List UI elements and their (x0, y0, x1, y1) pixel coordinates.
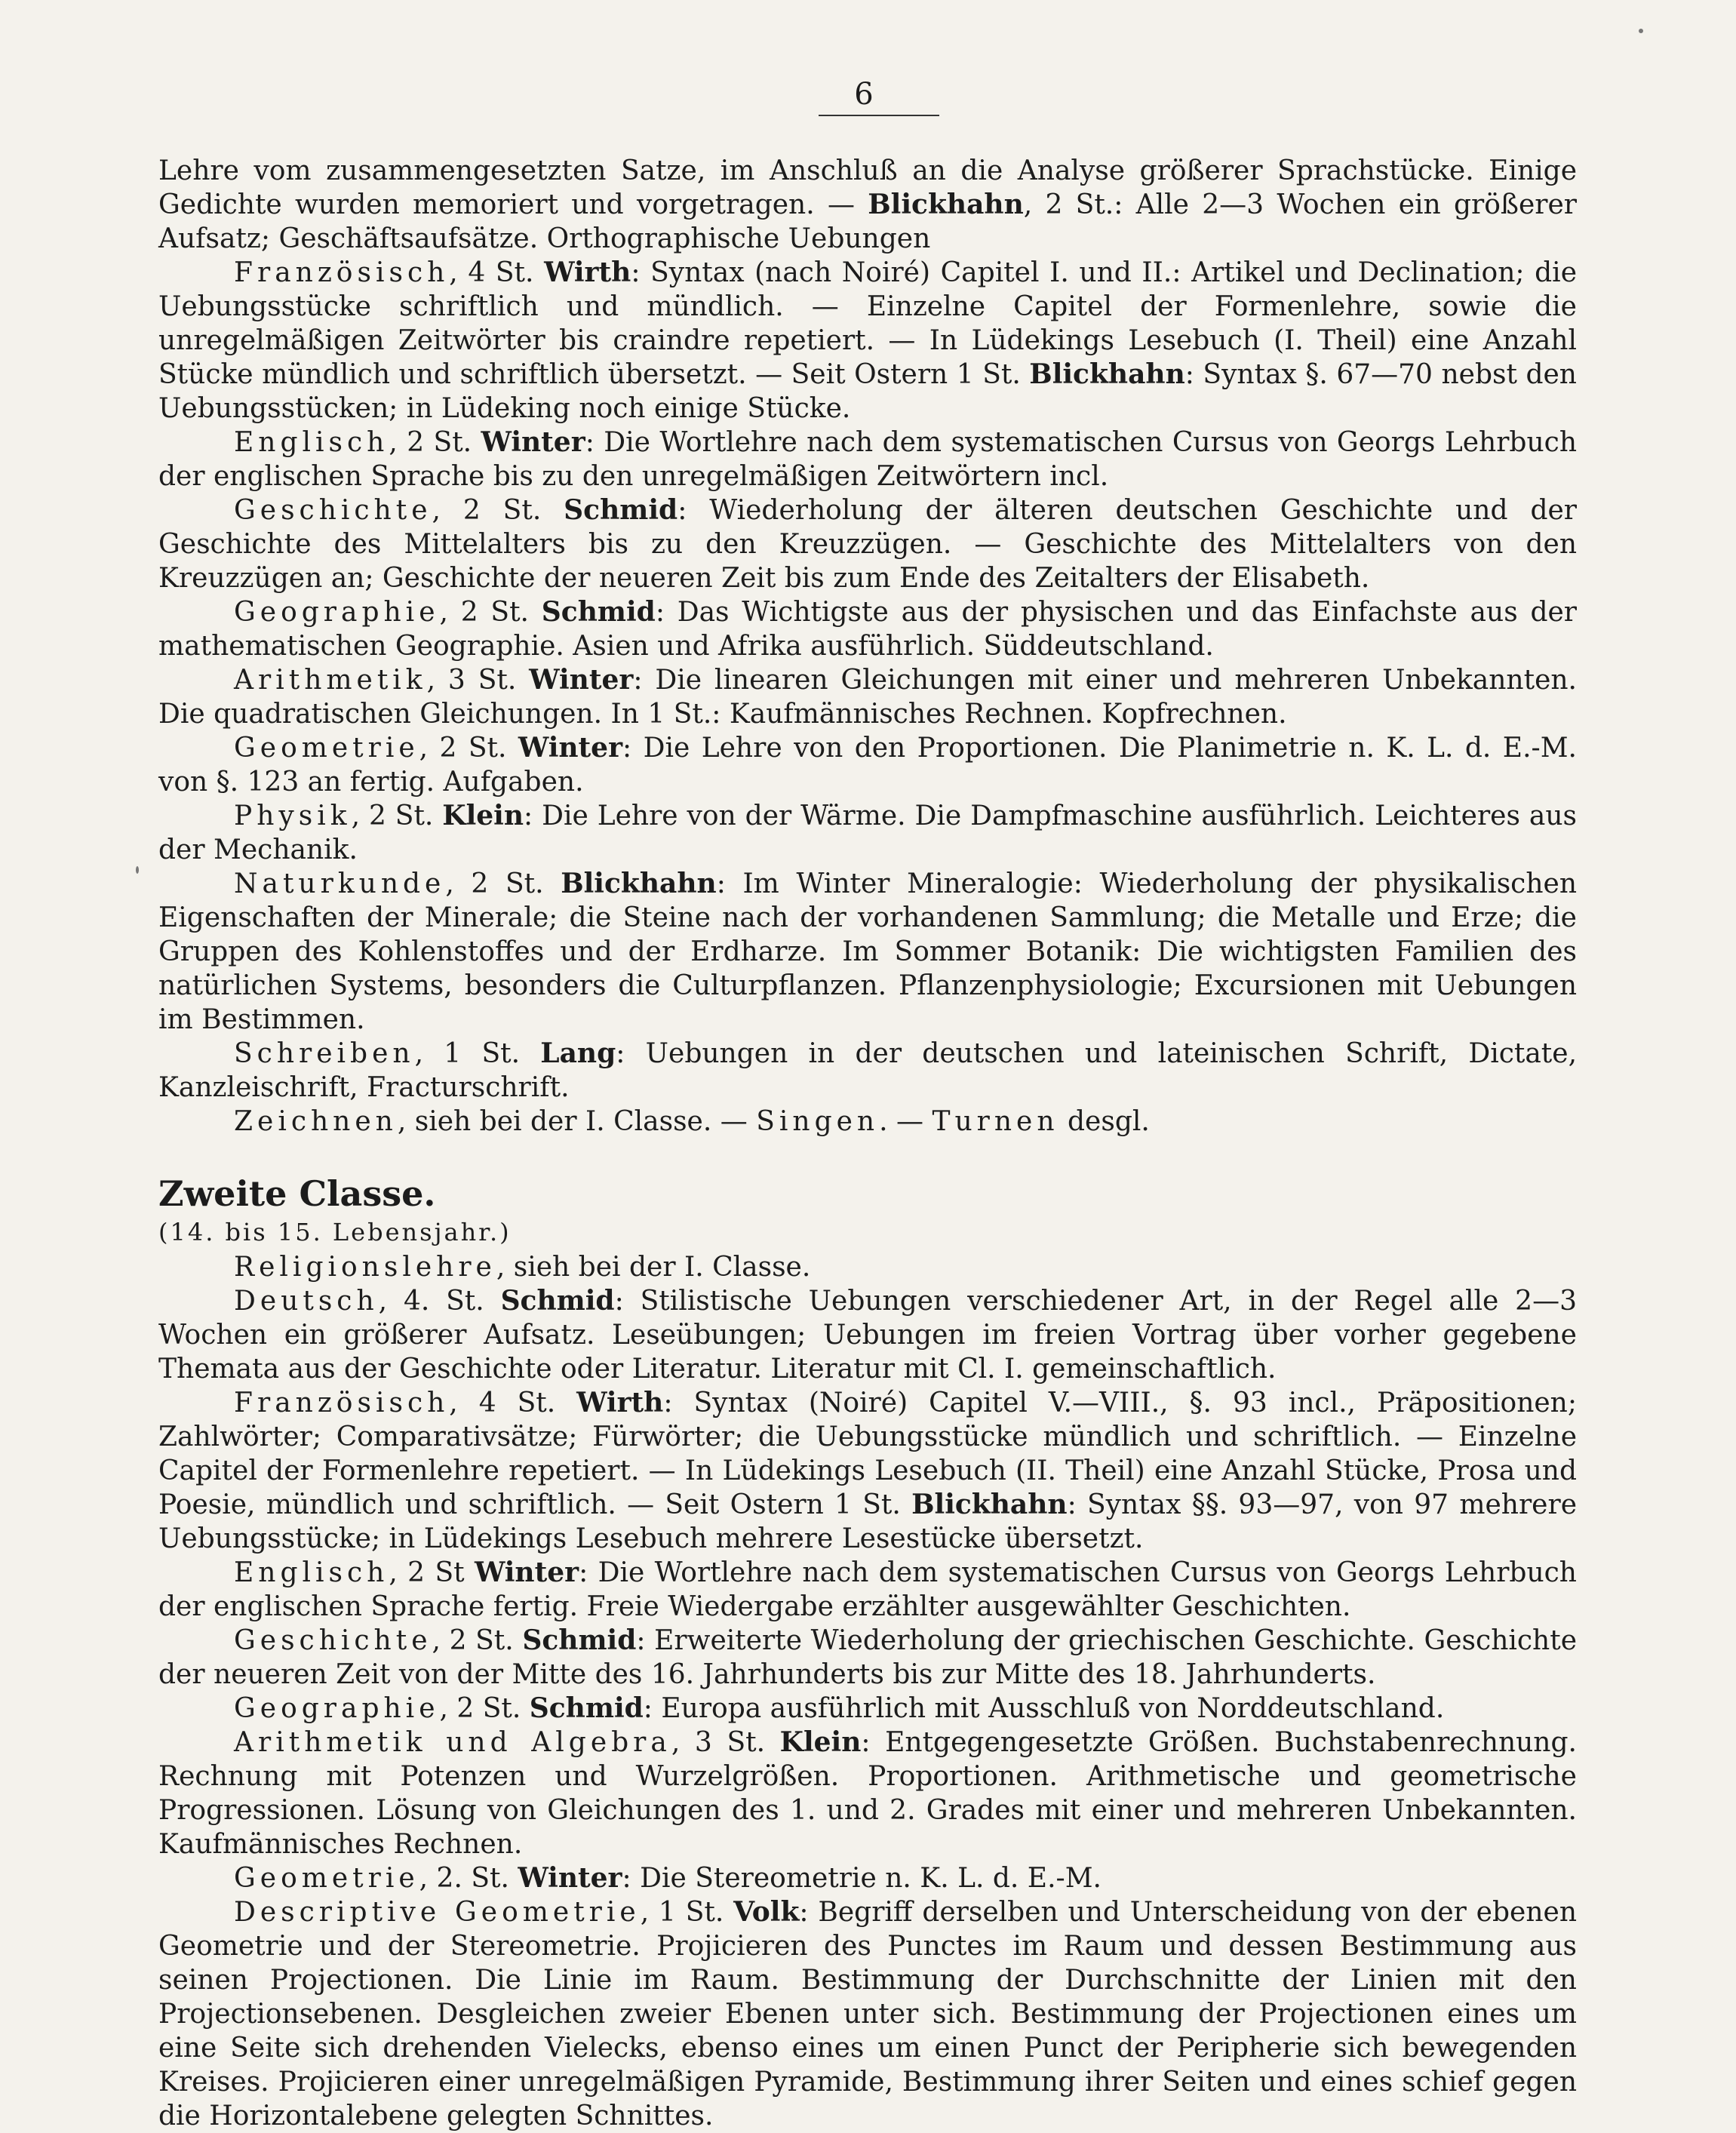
teacher-name: Winter (481, 426, 585, 458)
text-run: : Syntax (nach Noiré) Capitel I. und II.: Artikel und Declination; die Uebungsstücke schriftlich und mündlich. — Einzelne Capitel der Formenlehre, sowie die unregelmäßigen Zeitwörter bis craindre repetiert. — In Lüdekings Lesebuch (I. Theil) eine Anzahl Stücke mündlich und schriftlich übersetzt. — Seit Ostern 1 St. (158, 257, 1577, 390)
section-title: Zweite Classe. (158, 1173, 436, 1214)
teacher-name: Winter (518, 1862, 622, 1894)
subject-name: Schreiben (234, 1038, 415, 1069)
teacher-name: Blickhahn (561, 868, 717, 899)
text-run: , sieh bei der I. Classe. — (397, 1106, 757, 1137)
teacher-name: Lang (540, 1037, 616, 1069)
text-run: , 4 St. (449, 1388, 577, 1418)
text-run: : Die Wortlehre nach dem systematischen Cursus von Georgs Lehrbuch der englischen Sprache bis zu den unregelmäßigen Zeitwörtern incl. (158, 427, 1577, 492)
paragraph (158, 1895, 1577, 2133)
subject-name: Descriptive Geometrie (234, 1897, 641, 1928)
text-run: : Wiederholung der älteren deutschen Geschichte und der Geschichte des Mittelalters bis zu den Kreuzzügen. — Geschichte des Mittelalters von den Kreuzzügen an; Geschichte der neueren Zeit bis zum Ende des Zeitalters der Elisabeth. (158, 495, 1577, 594)
text-run: desgl. (1058, 1106, 1150, 1137)
subject-name: Französisch (234, 1388, 450, 1418)
text-run: , 1 St. (640, 1897, 734, 1928)
text-run: : Die linearen Gleichungen mit einer und mehreren Unbekannten. Die quadratischen Gleichungen. In 1 St.: Kaufmännisches Rechnen. Kopfrechnen. (158, 665, 1578, 730)
subject-name: Physik (234, 801, 352, 831)
subject-name: Geometrie (234, 1863, 419, 1894)
paragraph (158, 731, 1577, 799)
paragraph (158, 1692, 1577, 1726)
subject-name: Geometrie (234, 733, 419, 764)
text-run: : Erweiterte Wiederholung der griechischen Geschichte. Geschichte der neueren Zeit von der Mitte des 16. Jahrhunderts bis zur Mitte des 18. Jahrhunderts. (158, 1625, 1578, 1690)
subject-name: Zeichnen (234, 1106, 398, 1137)
text-run: , 2. St. (419, 1863, 518, 1894)
subject-name: Turnen (932, 1106, 1059, 1137)
text-run: : Das Wichtigste aus der physischen und das Einfachste aus der mathematischen Geographie. Asien und Afrika ausführlich. Süddeutschland. (158, 597, 1578, 662)
paragraph (158, 1386, 1577, 1556)
subject-name: Englisch (234, 1557, 389, 1588)
text-run: Lehre vom zusammengesetzten Satze, im Anschluß an die Analyse größerer Sprachstücke. Einige Gedichte wurden memoriert und vorgetragen. — (158, 155, 1577, 220)
teacher-name: Wirth (544, 257, 631, 288)
paragraph (158, 1726, 1577, 1861)
text-run: , 2 St (389, 1557, 475, 1588)
paragraph (158, 256, 1577, 426)
text-run: , 2 St. (432, 1625, 523, 1656)
text-run: : Die Wortlehre nach dem systematischen Cursus von Georgs Lehrbuch der englischen Sprache fertig. Freie Wiedergabe erzählter ausgewählter Geschichten. (158, 1557, 1577, 1622)
subject-name: Geographie (234, 597, 440, 628)
paragraph (158, 154, 1577, 256)
paragraph (158, 1284, 1577, 1386)
paragraph (158, 799, 1577, 867)
subject-name: Geschichte (234, 1625, 432, 1656)
paragraph (158, 1105, 1577, 1139)
subject-name: Englisch (234, 427, 389, 458)
text-run: , 4 St. (449, 257, 545, 288)
text-run: : Syntax §§. 93—97, von 97 mehrere Uebungsstücke; in Lüdekings Lesebuch mehrere Lesestücke übersetzt. (158, 1489, 1577, 1554)
text-run: , 2 St. (419, 733, 518, 764)
teacher-name: Blickhahn (911, 1489, 1068, 1520)
text-run: , sieh bei der I. Classe. (496, 1252, 811, 1283)
text-run: : Die Lehre von den Proportionen. Die Planimetrie n. K. L. d. E.-M. von §. 123 an fertig. Aufgaben. (158, 733, 1578, 798)
paper-speck (1639, 29, 1643, 33)
page-number-rule (819, 115, 939, 116)
text-run: , 2 St. (439, 1693, 530, 1724)
text-run: , 1 St. (414, 1038, 541, 1069)
teacher-name: Winter (529, 664, 634, 696)
teacher-name: Klein (779, 1726, 862, 1758)
paragraph (158, 1624, 1577, 1692)
subject-name: Arithmetik (234, 665, 427, 696)
paragraph (158, 426, 1577, 493)
text-run: : Begriff derselben und Unterscheidung von der ebenen Geometrie und der Stereometrie. Projicieren des Punctes im Raum und dessen Bestimmung aus seinen Projectionen. Die Linie im Raum. Bestimmung der Durchschnitte der Linien mit den Projectionsebenen. Desgleichen zweier Ebenen unter sich. Bestimmung der Projectionen eines um eine Seite sich drehenden Vielecks, ebenso eines um einen Punct der Peripherie sich bewegenden Kreises. Projicieren einer unregelmäßigen Pyramide, Bestimmung ihrer Seiten und eines schief gegen die Horizontalebene gelegten Schnittes. (158, 1897, 1578, 2131)
teacher-name: Blickhahn (1029, 358, 1185, 390)
text-run: , 4. St. (378, 1286, 501, 1317)
text-run: , 2 St. (389, 427, 481, 458)
subject-name: Geschichte (234, 495, 432, 526)
text-run: , 2 St.: Alle 2—3 Wochen ein größerer Aufsatz; Geschäftsaufsätze. Orthographische Uebungen (158, 189, 1577, 254)
paragraph (158, 867, 1577, 1037)
text-run: , 3 St. (426, 665, 530, 696)
paragraph (158, 1037, 1577, 1105)
text-run: : Uebungen in der deutschen und lateinischen Schrift, Dictate, Kanzleischrift, Fracturschrift. (158, 1038, 1578, 1103)
teacher-name: Winter (518, 732, 623, 764)
subject-name: Singen (756, 1106, 880, 1137)
subject-name: Arithmetik und Algebra (234, 1727, 671, 1758)
subject-name: Deutsch (234, 1286, 379, 1317)
text-run: , 3 St. (671, 1727, 780, 1758)
text-run: , 2 St. (351, 801, 443, 831)
paragraph (158, 1250, 1577, 1284)
text-run: : Syntax §. 67—70 nebst den Uebungsstücken; in Lüdeking noch einige Stücke. (158, 359, 1577, 424)
teacher-name: Wirth (576, 1387, 664, 1418)
text-run: : Die Lehre von der Wärme. Die Dampfmaschine ausführlich. Leichteres aus der Mechanik. (158, 801, 1577, 865)
text-run: : Europa ausführlich mit Ausschluß von Norddeutschland. (643, 1693, 1445, 1724)
subject-name: Geographie (234, 1693, 440, 1724)
subject-name: Französisch (234, 257, 450, 288)
text-run: : Im Winter Mineralogie: Wiederholung der physikalischen Eigenschaften der Minerale; die Steine nach der vorhandenen Sammlung; die Metalle und Erze; die Gruppen des Kohlenstoffes und der Erdharze. Im Sommer Botanik: Die wichtigsten Familien des natürlichen Systems, besonders die Culturpflanzen. Pflanzenphysiologie; Excursionen mit Uebungen im Bestimmen. (158, 868, 1578, 1035)
text-run: , 2 St. (439, 597, 542, 628)
text-run: , 2 St. (432, 495, 564, 526)
text-run: : Stilistische Uebungen verschiedener Art, in der Regel alle 2—3 Wochen ein größerer Aufsatz. Leseübungen; Uebungen im freien Vortrag über vorher gegebene Themata aus der Geschichte oder Literatur. Literatur mit Cl. I. gemeinschaftlich. (158, 1286, 1577, 1385)
text-run: . — (879, 1106, 933, 1137)
text-run: , 2 St. (445, 868, 561, 899)
subject-name: Religionslehre (234, 1252, 496, 1283)
paragraph (158, 1861, 1577, 1895)
text-run: : Entgegengesetzte Größen. Buchstabenrechnung. Rechnung mit Potenzen und Wurzelgrößen. Proportionen. Arithmetische und geometrische Progressionen. Lösung von Gleichungen des 1. und 2. Grades mit einer und mehreren Unbekannten. Kaufmännisches Rechnen. (158, 1727, 1577, 1860)
paragraph (158, 663, 1577, 731)
paper-speck (136, 866, 139, 874)
teacher-name: Winter (474, 1557, 579, 1588)
teacher-name: Schmid (500, 1285, 615, 1317)
teacher-name: Volk (733, 1896, 800, 1928)
teacher-name: Klein (442, 800, 524, 831)
teacher-name: Schmid (522, 1624, 637, 1656)
subject-name: Naturkunde (234, 868, 446, 899)
text-run: : Die Stereometrie n. K. L. d. E.-M. (622, 1863, 1102, 1894)
body-text (158, 154, 1577, 2133)
paragraph (158, 1556, 1577, 1624)
section-subtitle: (14. bis 15. Lebensjahr.) (158, 1218, 512, 1246)
teacher-name: Schmid (529, 1692, 644, 1724)
teacher-name: Schmid (564, 494, 678, 526)
teacher-name: Schmid (541, 596, 656, 628)
page-number: 6 (854, 77, 874, 112)
teacher-name: Blickhahn (868, 189, 1024, 220)
paragraph (158, 493, 1577, 595)
text-run: : Syntax (Noiré) Capitel V.—VIII., §. 93 incl., Präpositionen; Zahlwörter; Comparativsätze; Fürwörter; die Uebungsstücke mündlich und schriftlich. — Einzelne Capitel der Formenlehre repetiert. — In Lüdekings Lesebuch (II. Theil) eine Anzahl Stücke, Prosa und Poesie, mündlich und schriftlich. — Seit Ostern 1 St. (158, 1388, 1578, 1520)
paragraph (158, 595, 1577, 663)
